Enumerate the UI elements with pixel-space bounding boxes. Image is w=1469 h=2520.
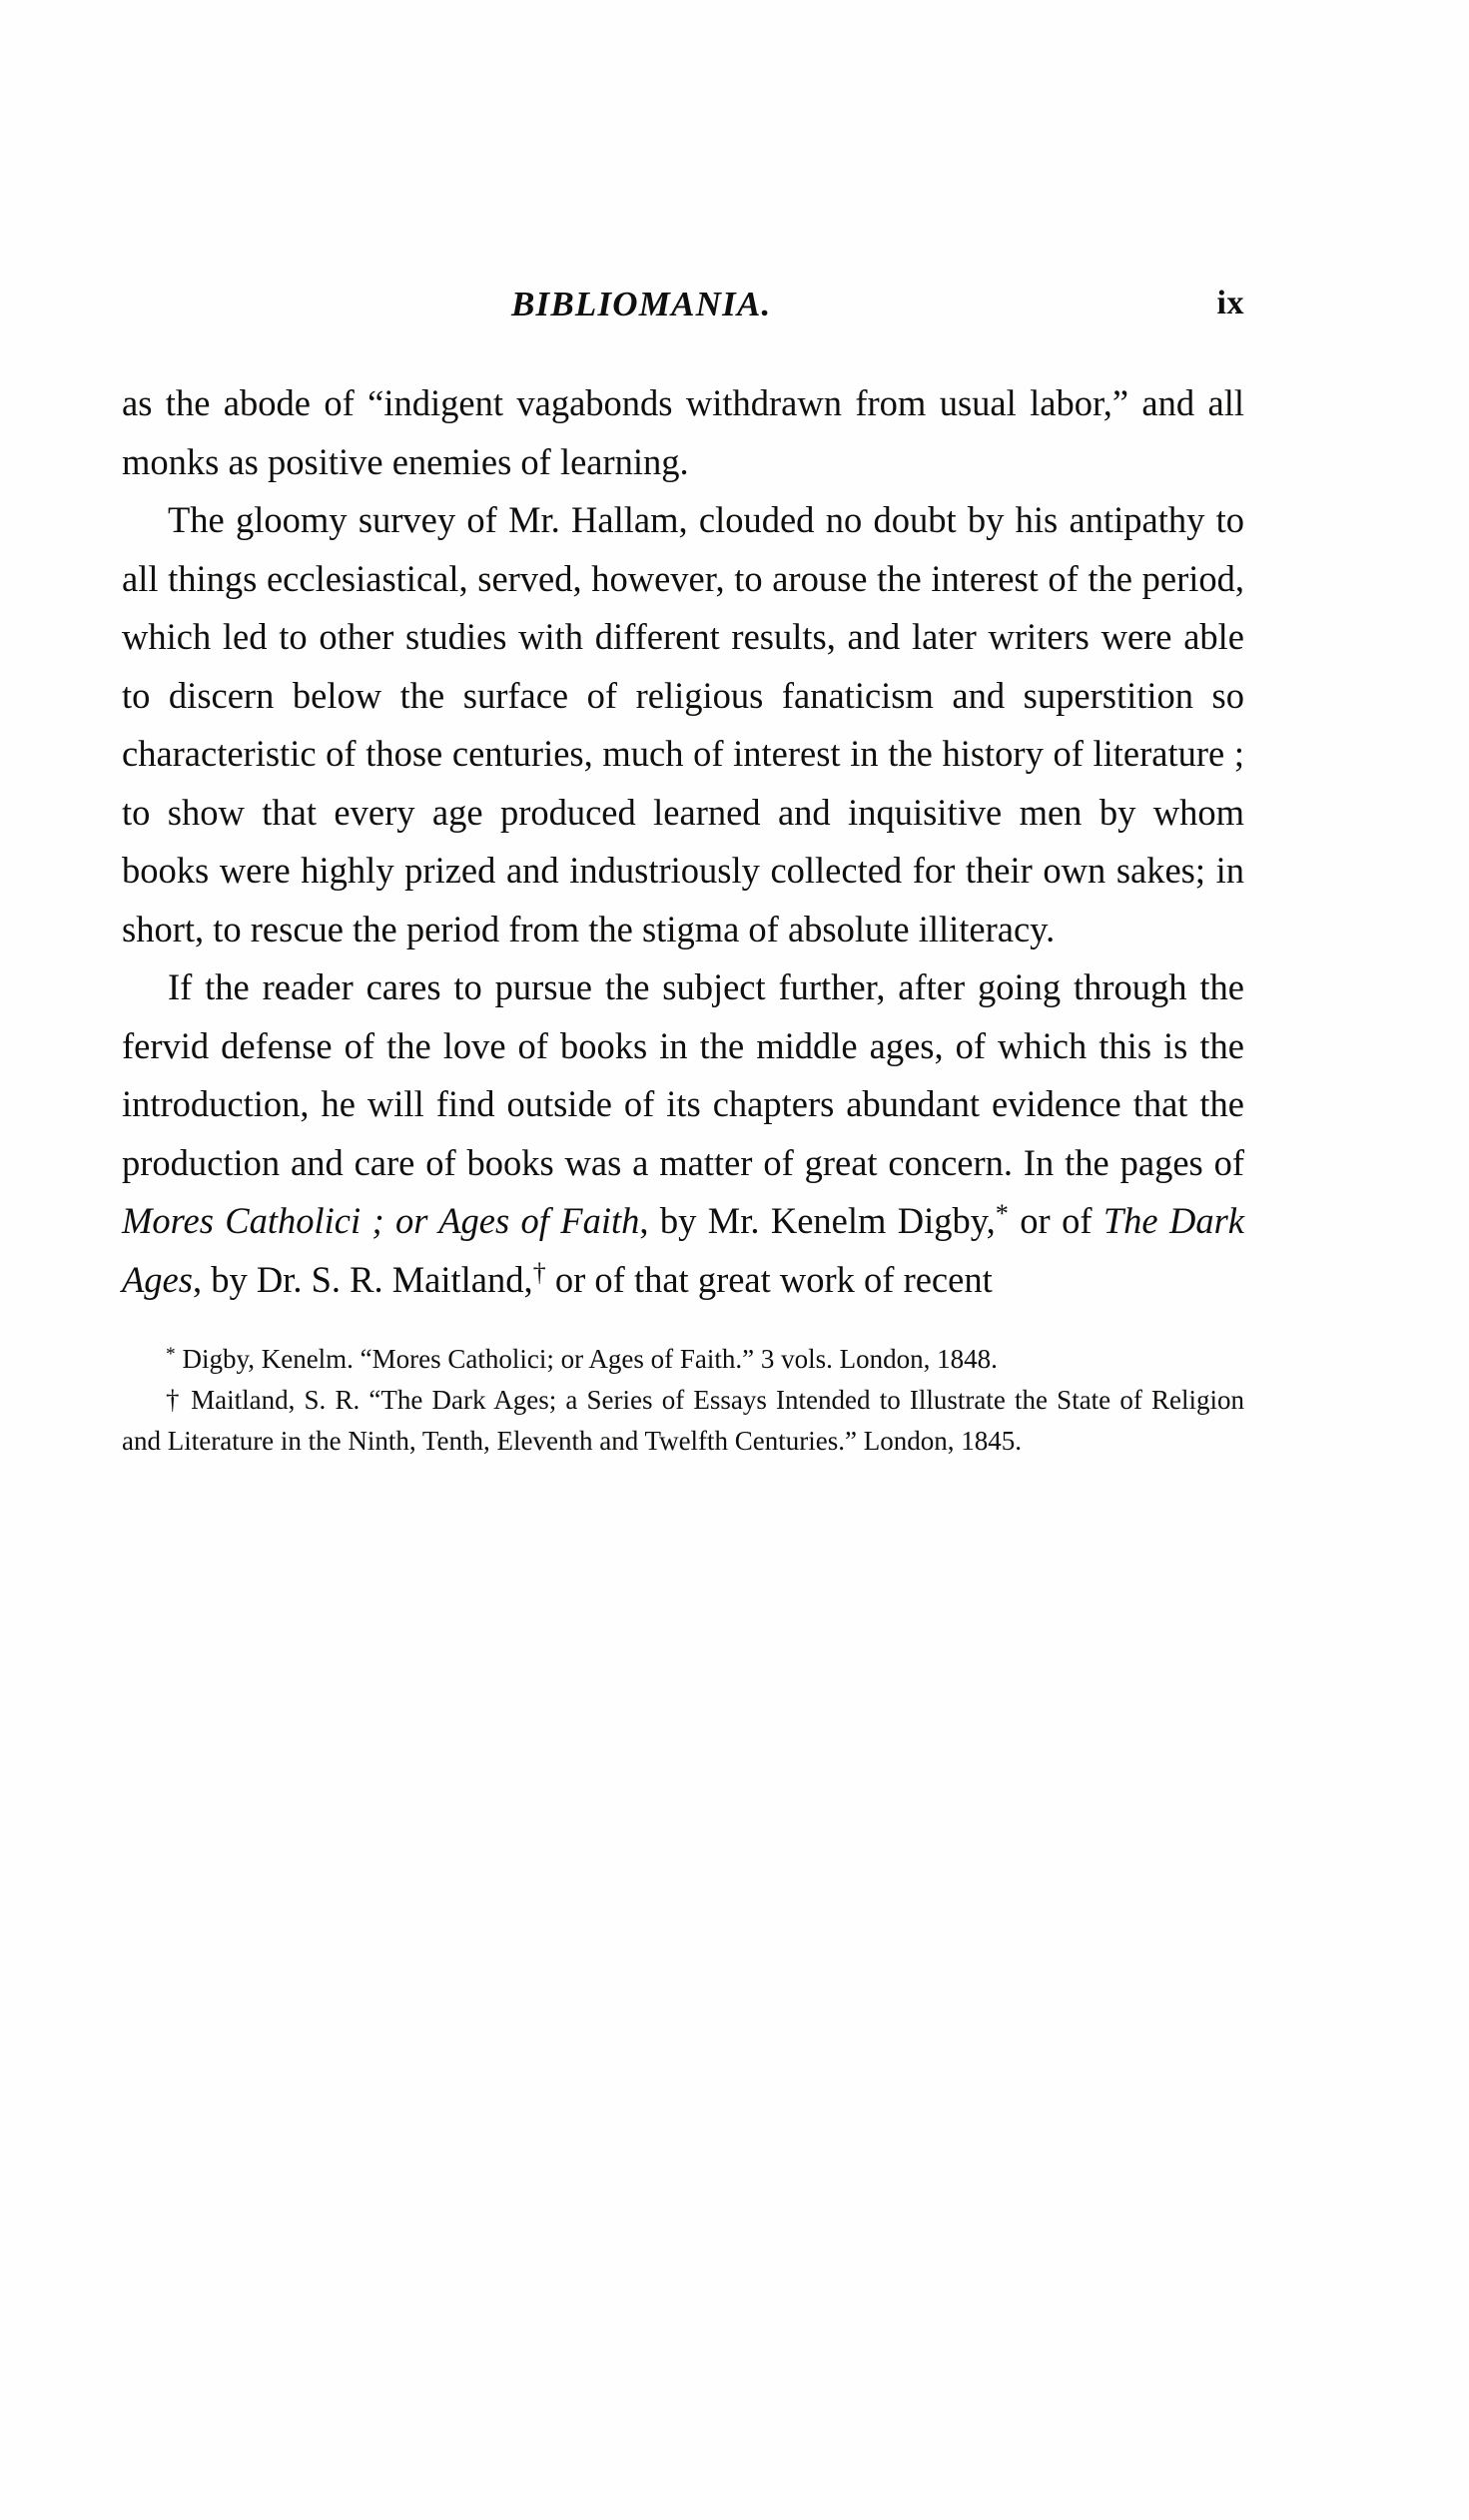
paragraph-3-part-b: , by Mr. Kenelm Digby,	[639, 1200, 996, 1241]
footnote-2-marker: †	[166, 1385, 182, 1415]
paragraph-2: The gloomy survey of Mr. Hallam, clouded no doubt by his antipathy to all things ecclesiastical, served, however, to arouse the interest of the period, which led to other studies with different results, and later writers were able to discern below the surface of religious fanaticism and superstition so characteristic of those centuries, much of interest in the history of literature ; to show that every age produced learned and inquisitive men by whom books were highly prized and industriously collected for their own sakes; in short, to rescue the period from the stigma of absolute illiteracy.	[122, 499, 1244, 949]
paragraph-3	[122, 958, 1244, 1309]
footnote-1-marker: *	[166, 1343, 176, 1365]
paragraph-3-part-e: or of that great work of recent	[545, 1258, 993, 1300]
running-head	[511, 285, 1244, 336]
footnote-marker-asterisk: *	[995, 1198, 1009, 1228]
footnotes-block	[122, 1339, 1244, 1462]
running-title: BIBLIOMANIA.	[511, 285, 772, 323]
footnote-2	[122, 1380, 1244, 1462]
paragraph-3-part-d: , by Dr. S. R. Maitland,	[192, 1258, 533, 1300]
body-text	[122, 374, 1244, 1309]
paragraph-3-part-a: If the reader cares to pursue the subject further, after going through the fervid defense of the love of books in the middle ages, of which this is the introduction, he will find outside of its chapters abundant evidence that the production and care of books was a matter of great concern. In the pages of	[122, 966, 1244, 1183]
footnote-1	[122, 1339, 1244, 1380]
footnote-marker-dagger: †	[532, 1257, 546, 1287]
page-content	[122, 285, 1244, 1462]
paragraph-3-part-c: or of	[1008, 1200, 1103, 1241]
book-title-mores-catholici: Mores Catholici ; or Ages of Faith	[122, 1200, 640, 1241]
book-title-dark-ages: The Dark Ages	[122, 1200, 1244, 1300]
footnote-2-text: Maitland, S. R. “The Dark Ages; a Series of Essays Intended to Illustrate the State of Religion and Literature in the Ninth, Tenth, Eleventh and Twelfth Centuries.” London, 1845.	[122, 1385, 1245, 1456]
page-number: ix	[1216, 285, 1244, 321]
paragraph-1: as the abode of “indigent vagabonds withdrawn from usual labor,” and all monks as positive enemies of learning.	[122, 382, 1244, 482]
footnote-1-text: Digby, Kenelm. “Mores Catholici; or Ages of Faith.” 3 vols. London, 1848.	[182, 1344, 998, 1374]
